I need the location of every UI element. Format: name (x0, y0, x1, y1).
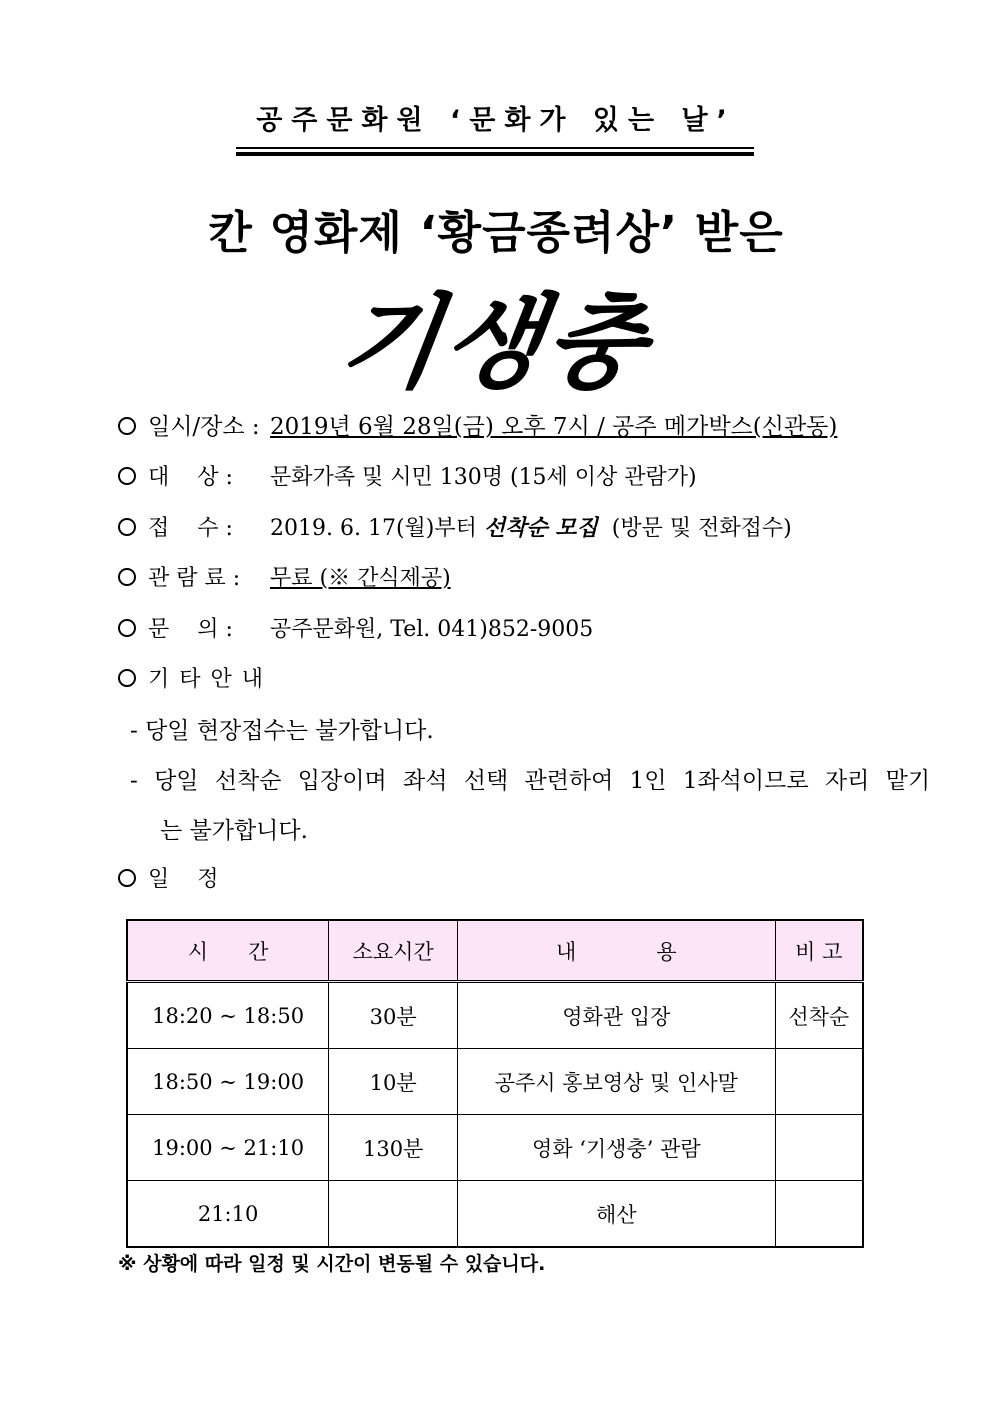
datetime-place-value: 2019년 6월 28일(금) 오후 7시 / 공주 메가박스(신관동) (270, 414, 838, 440)
circle-bullet-icon (118, 619, 136, 637)
note-item: - 당일 선착순 입장이며 좌석 선택 관련하여 1인 1좌석이므로 자리 맡기 (130, 768, 931, 794)
table-row: 21:10 해산 (127, 1181, 863, 1248)
table-header-row (127, 920, 863, 982)
header-time: 시 간 (127, 920, 329, 982)
subtitle: 칸 영화제 ‘황금종려상’ 받은 (208, 206, 784, 259)
info-fee: 관 람 료 : 무료 (※ 간식제공) (118, 561, 451, 592)
header-duration: 소요시간 (329, 920, 458, 982)
schedule-table (126, 919, 864, 1248)
first-come-emphasis: 선착순 모집 (483, 516, 598, 541)
circle-bullet-icon (118, 869, 136, 887)
info-target: 대 상 : 문화가족 및 시민 130명 (15세 이상 관람가) (118, 460, 697, 491)
header-remarks: 비 고 (775, 920, 863, 982)
header-content: 내 용 (458, 920, 775, 982)
circle-bullet-icon (118, 467, 136, 485)
table-row: 18:20 ~ 18:50 30분 영화관 입장 선착순 (127, 982, 863, 1049)
info-registration: 접 수 : 2019. 6. 17(월)부터 선착순 모집 (방문 및 전화접수) (118, 511, 792, 542)
footnote: ※ 상황에 따라 일정 및 시간이 변동될 수 있습니다. (118, 1253, 546, 1275)
table-row: 18:50 ~ 19:00 10분 공주시 홍보영상 및 인사말 (127, 1049, 863, 1115)
circle-bullet-icon (118, 669, 136, 687)
main-title: 기생충 (332, 284, 657, 403)
circle-bullet-icon (118, 518, 136, 536)
header-rule-thick (236, 152, 754, 156)
info-datetime-place: 일시/장소 : 2019년 6월 28일(금) 오후 7시 / 공주 메가박스(신관동) (118, 408, 837, 441)
table-row: 19:00 ~ 21:10 130분 영화 ‘기생충’ 관람 (127, 1115, 863, 1181)
note-item-continued: 는 불가합니다. (160, 818, 308, 844)
info-other: 기타안내 (118, 662, 273, 693)
header-rule-thin (236, 147, 754, 149)
note-item: - 당일 현장접수는 불가합니다. (130, 718, 434, 744)
circle-bullet-icon (118, 417, 136, 435)
info-schedule: 일 정 (118, 862, 218, 893)
header-title: 공주문화원 ‘문화가 있는 날’ (256, 105, 736, 136)
info-contact: 문 의 : 공주문화원, Tel. 041)852-9005 (118, 612, 593, 643)
circle-bullet-icon (118, 568, 136, 586)
